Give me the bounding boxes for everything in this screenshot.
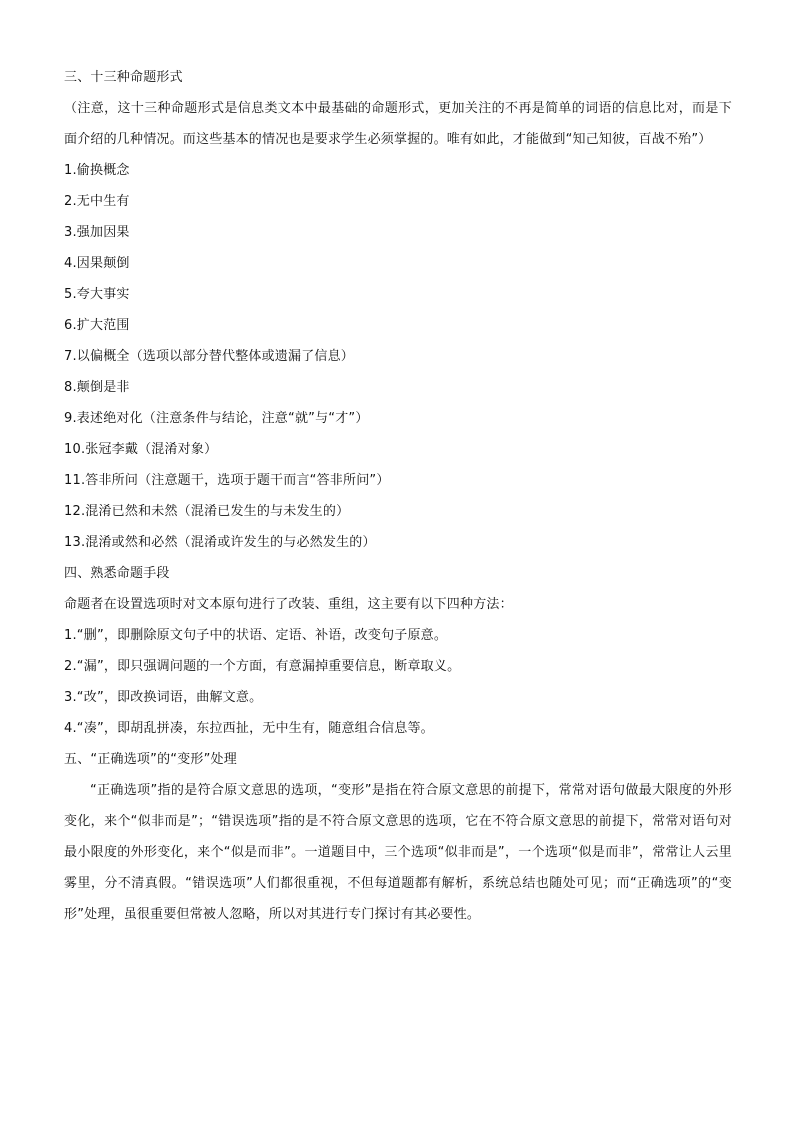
section-5-paragraph: “正确选项”指的是符合原文意思的选项，“变形”是指在符合原文意思的前提下，常常对语句做最大限度的外形变化，来个“似非而是”；“错误选项”指的是不符合原文意思的选项，它在不符合原文意思的前提下，常常对语句对最小限度的外形变化，来个“似是而非”。一道题目中，三个选项“似非而是”，一个选项“似是而非”，常常让人云里雾里，分不清真假。“错误选项”人们都很重视，不但每道题都有解析，系统总结也随处可见；而“正确选项”的“变形”处理，虽很重要但常被人忽略，所以对其进行专门探讨有其必要性。 [64, 783, 732, 922]
list-item: 5.夸大事实 [64, 287, 130, 302]
section-3-heading: 三、十三种命题形式 [64, 70, 183, 85]
list-item: 7.以偏概全（选项以部分替代整体或遗漏了信息） [64, 349, 355, 364]
method-item: 3.“改”，即改换词语，曲解文意。 [64, 690, 263, 705]
section-3-note: （注意，这十三种命题形式是信息类文本中最基础的命题形式，更加关注的不再是简单的词语的信息比对，而是下面介绍的几种情况。而这些基本的情况也是要求学生必须掌握的。唯有如此，才能做到“知己知彼，百战不殆”） [64, 101, 732, 147]
list-item: 1.偷换概念 [64, 163, 130, 178]
list-item: 4.因果颠倒 [64, 256, 130, 271]
section-4-intro: 命题者在设置选项时对文本原句进行了改装、重组，这主要有以下四种方法： [64, 597, 513, 612]
list-item: 11.答非所问（注意题干，选项于题干而言“答非所问”） [64, 473, 390, 488]
document-body [64, 62, 732, 930]
list-item: 9.表述绝对化（注意条件与结论，注意“就”与“才”） [64, 411, 369, 426]
method-item: 2.“漏”，即只强调问题的一个方面，有意漏掉重要信息，断章取义。 [64, 659, 461, 674]
section-5-heading: 五、“正确选项”的“变形”处理 [64, 752, 237, 767]
list-item: 13.混淆或然和必然（混淆或许发生的与必然发生的） [64, 535, 376, 550]
list-item: 3.强加因果 [64, 225, 130, 240]
method-item: 1.“删”，即删除原文句子中的状语、定语、补语，改变句子原意。 [64, 628, 448, 643]
list-item: 2.无中生有 [64, 194, 130, 209]
list-item: 12.混淆已然和未然（混淆已发生的与未发生的） [64, 504, 350, 519]
method-item: 4.“凑”，即胡乱拼凑，东拉西扯，无中生有，随意组合信息等。 [64, 721, 434, 736]
section-4-heading: 四、熟悉命题手段 [64, 566, 170, 581]
list-item: 10.张冠李戴（混淆对象） [64, 442, 218, 457]
list-item: 8.颠倒是非 [64, 380, 130, 395]
list-item: 6.扩大范围 [64, 318, 130, 333]
